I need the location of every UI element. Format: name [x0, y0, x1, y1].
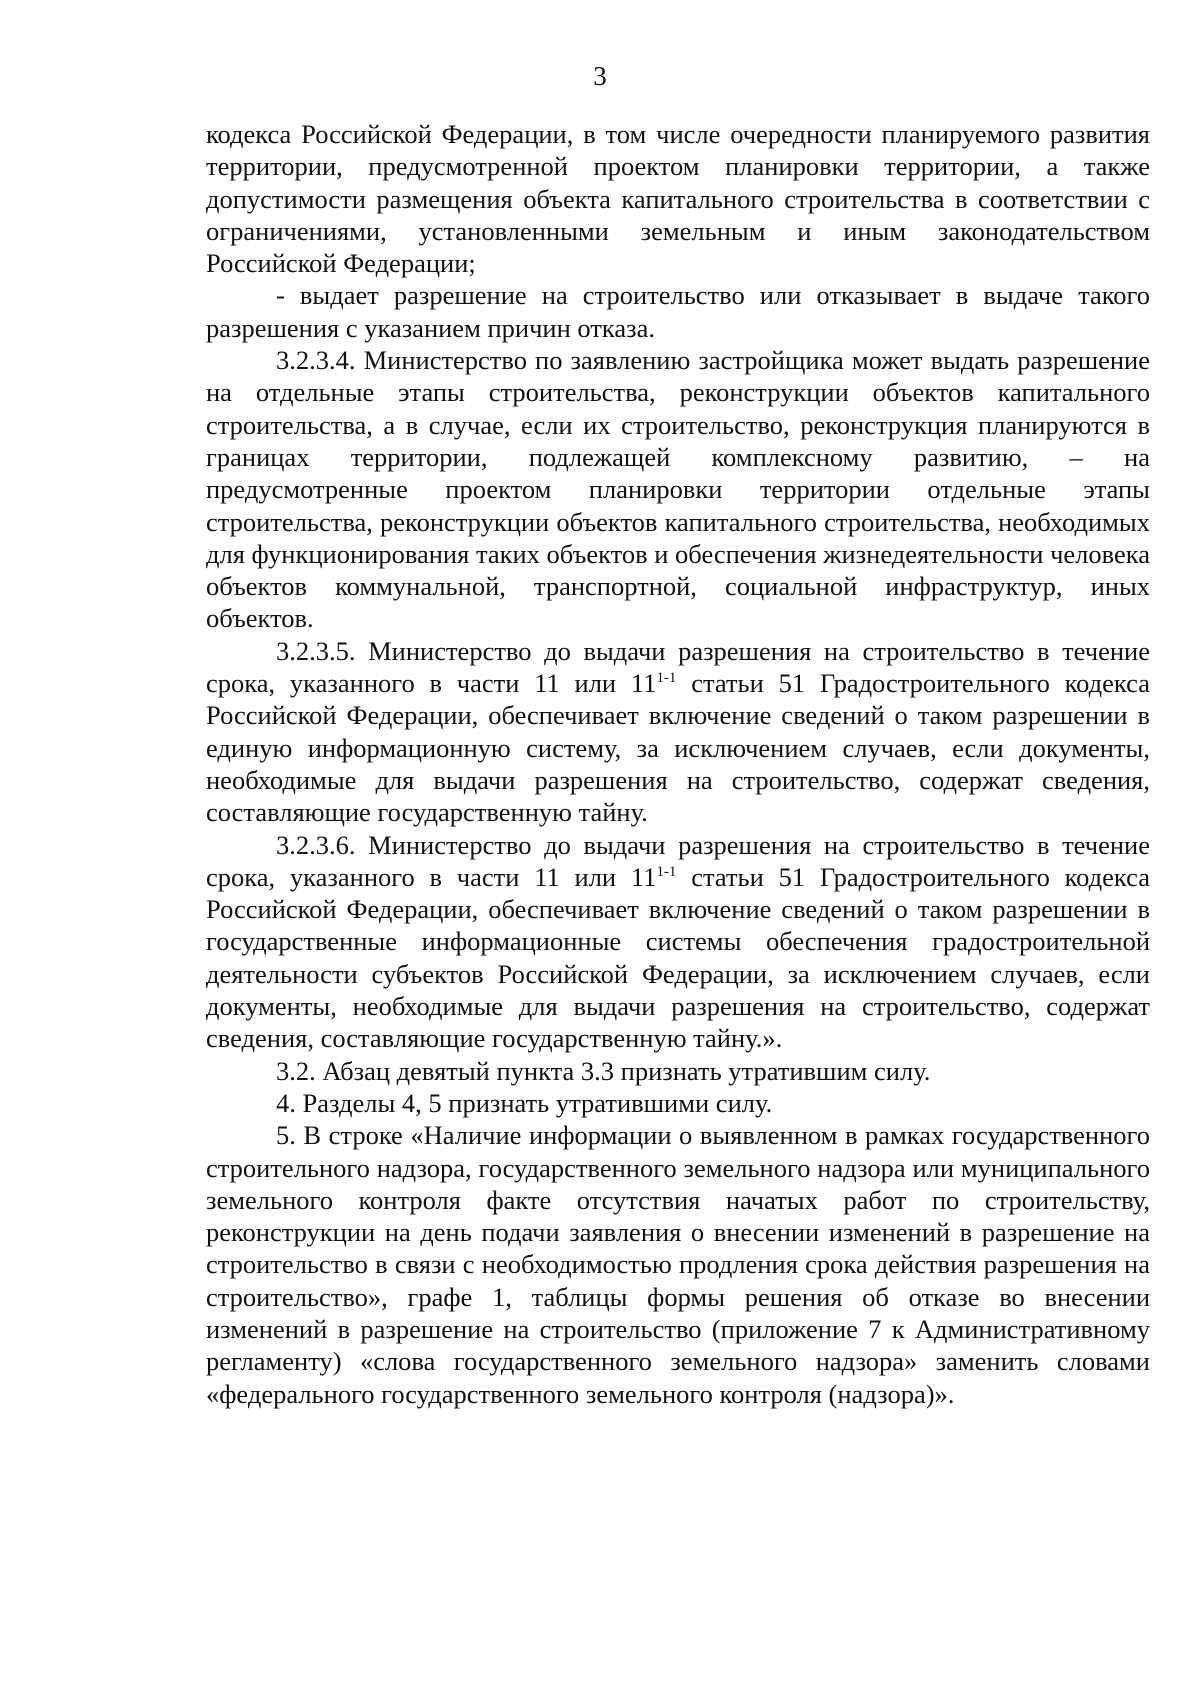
document-body	[206, 118, 1150, 1410]
paragraph-continuation: кодекса Российской Федерации, в том числе очередности планируемого развития территории, предусмотренной проектом планировки территории, а также допустимости размещения объекта капитального строительства в соответствии с ограничениями, установленными земельным и иным законодательством Российской Федерации;	[206, 119, 1150, 279]
paragraph-3-2-3-4: 3.2.3.4. Министерство по заявлению застройщика может выдать разрешение на отдельные этапы строительства, реконструкции объектов капитального строительства, а в случае, если их строительство, реконструкция планируются в границах территории, подлежащей комплексному развитию, – на предусмотренные проектом планировки территории отдельные этапы строительства, реконструкции объектов капитального строительства, необходимых для функционирования таких объектов и обеспечения жизнедеятельности человека объектов коммунальной, транспортной, социальной инфраструктур, иных объектов.	[206, 345, 1150, 634]
paragraph-3-2-3-5	[206, 635, 1150, 829]
paragraph-5: 5. В строке «Наличие информации о выявленном в рамках государственного строительного надзора, государственного земельного надзора или муниципального земельного контроля факте отсутствия начатых работ по строительству, реконструкции на день подачи заявления о внесении изменений в разрешение на строительство в связи с необходимостью продления срока действия разрешения на строительство», графе 1, таблицы формы решения об отказе во внесении изменений в разрешение на строительство (приложение 7 к Административному регламенту) «слова государственного земельного надзора» заменить словами «федерального государственного земельного контроля (надзора)».	[206, 1120, 1150, 1409]
superscript-1-1: 1-1	[656, 863, 677, 880]
page-number: 3	[593, 61, 607, 91]
paragraph-3-2-3-6-part-a: 3.2.3.6. Министерство до выдачи разрешения на строительство в течение срока, указанного в части 11 или 11	[206, 829, 1150, 892]
paragraph-4: 4. Разделы 4, 5 признать утратившими силу.	[276, 1087, 773, 1118]
paragraph-3-2-3-6	[206, 829, 1150, 1055]
superscript-1-1: 1-1	[656, 670, 677, 687]
paragraph-3-2-3-6-part-b: статьи 51 Градостроительного кодекса Российской Федерации, обеспечивает включение сведений о таком разрешении в государственные информационные системы обеспечения градостроительной деятельности субъектов Российской Федерации, за исключением случаев, если документы, необходимые для выдачи разрешения на строительство, содержат сведения, составляющие государственную тайну.».	[206, 861, 1150, 1054]
paragraph-3-2-3-5-part-a: 3.2.3.5. Министерство до выдачи разрешения на строительство в течение срока, указанного в части 11 или 11	[206, 635, 1150, 699]
paragraph-3-2: 3.2. Абзац девятый пункта 3.3 признать утратившим силу.	[276, 1055, 931, 1086]
paragraph-issue-permit: - выдает разрешение на строительство или отказывает в выдаче такого разрешения с указанием причин отказа.	[206, 280, 1150, 343]
paragraph-3-2-3-5-part-b: статьи 51 Градостроительного кодекса Российской Федерации, обеспечивает включение сведений о таком разрешении в единую информационную систему, за исключением случаев, если документы, необходимые для выдачи разрешения на строительство, содержат сведения, составляющие государственную тайну.	[206, 668, 1150, 828]
